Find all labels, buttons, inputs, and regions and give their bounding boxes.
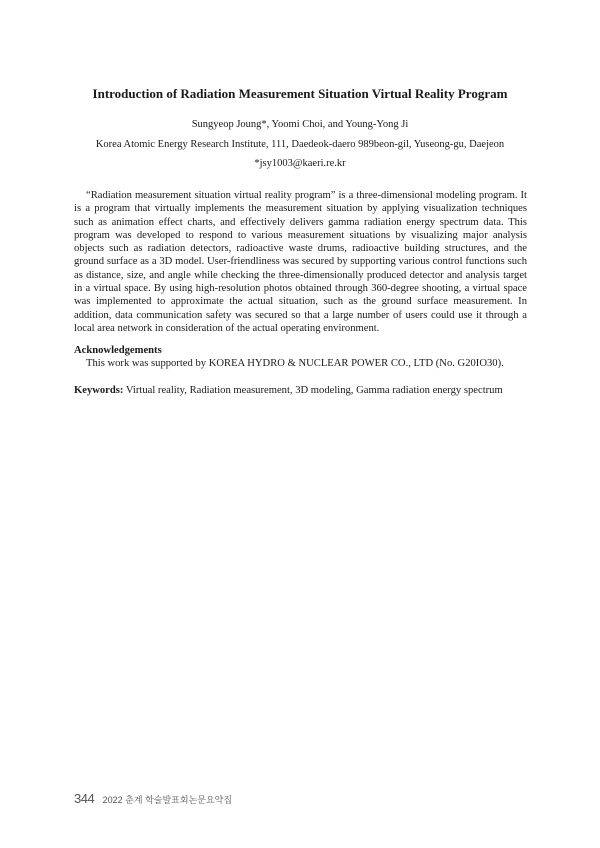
page-number: 344: [74, 791, 95, 806]
author-affiliation: Korea Atomic Energy Research Institute, 111, Daedeok-daero 989beon-gil, Yuseong-gu, Daejeon: [95, 139, 505, 150]
keywords-line: [74, 385, 527, 396]
keywords-label: Keywords:: [74, 385, 124, 396]
footer-publication-title: 2022 춘계 학술발표회논문요약집: [102, 795, 233, 805]
acknowledgements-heading: Acknowledgements: [74, 345, 162, 356]
paper-title: Introduction of Radiation Measurement Situation Virtual Reality Program: [92, 86, 508, 101]
abstract-text: “Radiation measurement situation virtual reality program” is a three-dimensional modeling program. It is a program that virtually implements the measurement situation by applying visualization techniques such as animation effect charts, and effectively delivers gamma radiation energy spectrum data. This program was developed to respond to various measurement situations by visualizing major analysis objects such as radiation detectors, radioactive waste drums, radioactive building structures, and the ground surface as a 3D model. User-friendliness was secured by supporting various control functions such as distance, size, and angle while checking the three-dimensionally produced detector and analysis target in a virtual space. By using high-resolution photos obtained through 360-degree shooting, a virtual space was implemented to approximate the actual situation, such as the ground surface measurement. In addition, data communication safety was secured so that a large number of users could use it through a local area network in consideration of the actual operating environment.: [74, 190, 527, 334]
corresponding-email: *jsy1003@kaeri.re.kr: [254, 158, 346, 169]
page-footer: [74, 790, 232, 808]
author-list: Sungyeop Joung*, Yoomi Choi, and Young-Yong Ji: [191, 119, 409, 130]
acknowledgements-text: This work was supported by KOREA HYDRO & NUCLEAR POWER CO., LTD (No. G20IO30).: [86, 358, 504, 369]
keywords-text: Virtual reality, Radiation measurement, 3D modeling, Gamma radiation energy spectrum: [123, 385, 503, 396]
